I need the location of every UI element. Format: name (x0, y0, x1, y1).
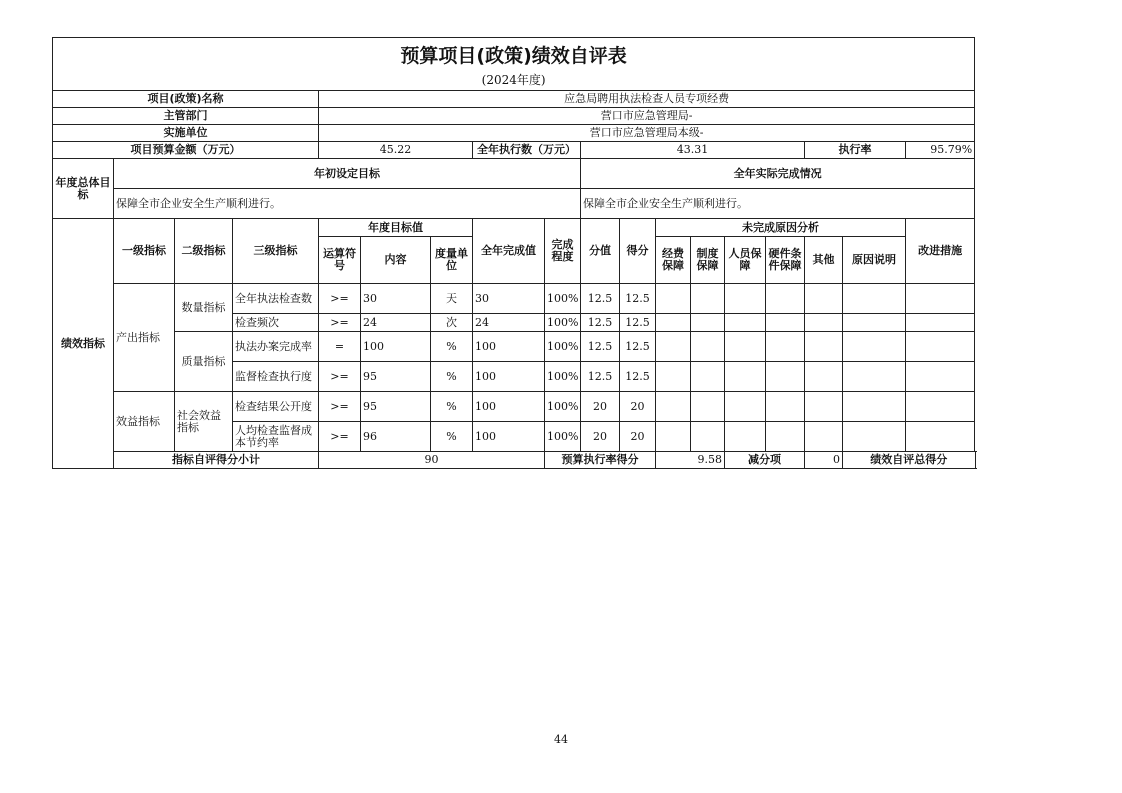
other-header: 其他 (805, 237, 843, 284)
unit-header: 度量单位 (431, 237, 473, 284)
indicator-name: 检查结果公开度 (233, 392, 319, 422)
indicator-name: 全年执法检查数 (233, 284, 319, 314)
empty-cell (843, 332, 906, 362)
indicator-operator: = (319, 332, 361, 362)
form-year: (2024年度) (53, 70, 975, 91)
empty-cell (805, 422, 843, 452)
indicator-points: 12.5 (581, 332, 620, 362)
empty-cell (766, 332, 805, 362)
empty-cell (656, 362, 691, 392)
empty-cell (906, 314, 975, 332)
actual-completion-label: 全年实际完成情况 (581, 159, 975, 189)
indicator-points: 20 (581, 422, 620, 452)
indicator-points: 12.5 (581, 362, 620, 392)
empty-cell (691, 362, 725, 392)
indicator-content: 100 (361, 332, 431, 362)
indicator-score: 12.5 (620, 362, 656, 392)
indicator-content: 30 (361, 284, 431, 314)
empty-cell (656, 332, 691, 362)
annual-target-header: 年度目标值 (319, 219, 473, 237)
execution-rate-value: 95.79% (906, 142, 975, 159)
empty-cell (805, 392, 843, 422)
initial-goal-text: 保障全市企业安全生产顺利进行。 (114, 189, 581, 219)
benefit-indicator-group: 效益指标 (114, 392, 175, 452)
total-score-label: 绩效自评总得分 (843, 452, 976, 469)
full-value-header: 全年完成值 (473, 219, 545, 284)
system-header: 制度保障 (691, 237, 725, 284)
project-name-value: 应急局聘用执法检查人员专项经费 (319, 91, 975, 108)
indicator-value: 100 (473, 332, 545, 362)
indicator-score: 12.5 (620, 332, 656, 362)
indicator-operator: >= (319, 284, 361, 314)
indicator-value: 100 (473, 362, 545, 392)
execution-rate-label: 执行率 (805, 142, 906, 159)
empty-cell (766, 422, 805, 452)
empty-cell (766, 362, 805, 392)
quality-indicator-group: 质量指标 (175, 332, 233, 392)
empty-cell (843, 362, 906, 392)
indicator-completion: 100% (545, 392, 581, 422)
indicator-points: 12.5 (581, 314, 620, 332)
indicator-unit: % (431, 362, 473, 392)
empty-cell (725, 422, 766, 452)
empty-cell (843, 314, 906, 332)
output-indicator-group: 产出指标 (114, 284, 175, 392)
empty-cell (766, 284, 805, 314)
empty-cell (691, 314, 725, 332)
indicator-completion: 100% (545, 362, 581, 392)
indicator-operator: >= (319, 422, 361, 452)
indicator-value: 100 (473, 392, 545, 422)
indicator-name: 检查频次 (233, 314, 319, 332)
table-row (53, 332, 976, 362)
indicator-unit: 天 (431, 284, 473, 314)
indicator-score: 12.5 (620, 314, 656, 332)
indicator-value: 30 (473, 284, 545, 314)
annual-execution-label: 全年执行数（万元） (473, 142, 581, 159)
empty-cell (843, 392, 906, 422)
empty-cell (843, 284, 906, 314)
page-number: 44 (554, 733, 568, 746)
empty-cell (766, 314, 805, 332)
subtotal-value: 90 (319, 452, 545, 469)
empty-cell (906, 332, 975, 362)
empty-cell (906, 422, 975, 452)
department-label: 主管部门 (53, 108, 319, 125)
empty-cell (725, 314, 766, 332)
annual-execution-value: 43.31 (581, 142, 805, 159)
empty-cell (766, 392, 805, 422)
empty-cell (691, 332, 725, 362)
indicator-unit: 次 (431, 314, 473, 332)
indicator-content: 95 (361, 392, 431, 422)
performance-self-evaluation-table (52, 37, 976, 469)
indicator-content: 96 (361, 422, 431, 452)
content-header: 内容 (361, 237, 431, 284)
completion-header: 完成程度 (545, 219, 581, 284)
indicator-name: 执法办案完成率 (233, 332, 319, 362)
social-benefit-indicator-group: 社会效益指标 (175, 392, 233, 452)
level1-header: 一级指标 (114, 219, 175, 284)
empty-cell (691, 284, 725, 314)
indicator-points: 12.5 (581, 284, 620, 314)
annual-goal-label: 年度总体目标 (53, 159, 114, 219)
level2-header: 二级指标 (175, 219, 233, 284)
empty-cell (805, 332, 843, 362)
empty-cell (805, 362, 843, 392)
indicator-unit: % (431, 332, 473, 362)
indicator-score: 12.5 (620, 284, 656, 314)
indicator-content: 95 (361, 362, 431, 392)
points-header: 分值 (581, 219, 620, 284)
hardware-header: 硬件条件保障 (766, 237, 805, 284)
empty-cell (725, 392, 766, 422)
project-name-label: 项目(政策)名称 (53, 91, 319, 108)
initial-goal-label: 年初设定目标 (114, 159, 581, 189)
indicator-unit: % (431, 422, 473, 452)
empty-cell (656, 422, 691, 452)
table-row (53, 284, 976, 314)
indicator-operator: >= (319, 362, 361, 392)
indicator-value: 100 (473, 422, 545, 452)
implementing-unit-label: 实施单位 (53, 125, 319, 142)
empty-cell (805, 284, 843, 314)
subtotal-label: 指标自评得分小计 (114, 452, 319, 469)
department-value: 营口市应急管理局- (319, 108, 975, 125)
budget-score-label: 预算执行率得分 (545, 452, 656, 469)
indicator-name: 人均检查监督成本节约率 (233, 422, 319, 452)
quantity-indicator-group: 数量指标 (175, 284, 233, 332)
indicator-completion: 100% (545, 332, 581, 362)
improvement-header: 改进措施 (906, 219, 975, 284)
empty-cell (656, 284, 691, 314)
empty-cell (691, 422, 725, 452)
indicator-content: 24 (361, 314, 431, 332)
indicator-completion: 100% (545, 284, 581, 314)
empty-cell (656, 314, 691, 332)
funding-header: 经费保障 (656, 237, 691, 284)
reason-header: 原因说明 (843, 237, 906, 284)
form-title: 预算项目(政策)绩效自评表 (53, 38, 975, 70)
indicator-value: 24 (473, 314, 545, 332)
indicator-score: 20 (620, 392, 656, 422)
empty-cell (725, 284, 766, 314)
deduction-label: 减分项 (725, 452, 805, 469)
indicator-completion: 100% (545, 422, 581, 452)
implementing-unit-value: 营口市应急管理局本级- (319, 125, 975, 142)
staff-header: 人员保障 (725, 237, 766, 284)
performance-indicators-label: 绩效指标 (53, 219, 114, 469)
indicator-points: 20 (581, 392, 620, 422)
budget-amount-value: 45.22 (319, 142, 473, 159)
empty-cell (906, 284, 975, 314)
indicator-unit: % (431, 392, 473, 422)
indicator-operator: >= (319, 314, 361, 332)
empty-cell (843, 422, 906, 452)
empty-cell (805, 314, 843, 332)
table-row (53, 392, 976, 422)
empty-cell (906, 392, 975, 422)
indicator-score: 20 (620, 422, 656, 452)
empty-cell (656, 392, 691, 422)
indicator-completion: 100% (545, 314, 581, 332)
indicator-operator: >= (319, 392, 361, 422)
budget-amount-label: 项目预算金额（万元） (53, 142, 319, 159)
empty-cell (725, 362, 766, 392)
unfinished-reason-header: 未完成原因分析 (656, 219, 906, 237)
actual-completion-text: 保障全市企业安全生产顺利进行。 (581, 189, 975, 219)
empty-cell (725, 332, 766, 362)
empty-cell (691, 392, 725, 422)
deduction-value: 0 (805, 452, 843, 469)
operator-header: 运算符号 (319, 237, 361, 284)
budget-score-value: 9.58 (656, 452, 725, 469)
empty-cell (906, 362, 975, 392)
level3-header: 三级指标 (233, 219, 319, 284)
score-header: 得分 (620, 219, 656, 284)
indicator-name: 监督检查执行度 (233, 362, 319, 392)
